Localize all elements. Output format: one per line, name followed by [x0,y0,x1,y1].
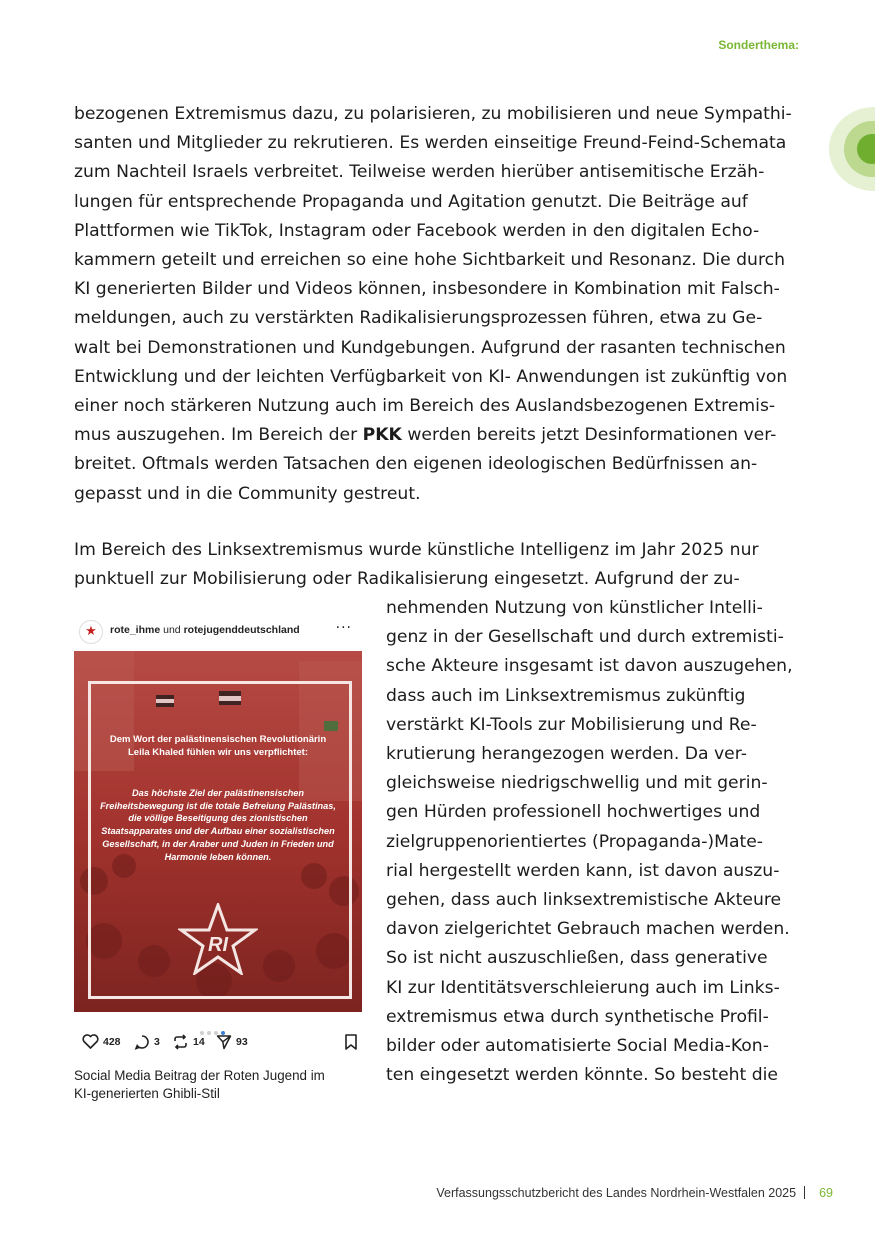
chapter-tab-marker [829,107,875,191]
share-action[interactable]: 93 [216,1034,248,1050]
text-line: breitet. Oftmals werden Tatsachen den eigenen ideologischen Bedürfnissen an- [74,454,758,475]
footer-divider [804,1186,805,1199]
text-line: lungen für entsprechende Propaganda und Agitation genutzt. Die Beiträge auf [74,191,748,212]
page-footer [436,1186,833,1200]
text-line: verstärkt KI-Tools zur Mobilisierung und Re- [386,714,757,735]
text-line: Entwicklung und der leichten Verfügbarkeit von KI- Anwendungen ist zukünftig von [74,366,788,387]
username-rote-ihme[interactable]: rote_ihme [110,624,161,636]
more-icon[interactable]: ··· [335,620,352,636]
text-line: meldungen, auch zu verstärkten Radikalisierungsprozessen führen, etwa zu Ge- [74,308,763,329]
text-line: extremismus etwa durch synthetische Profil- [386,1006,769,1027]
post-usernames: rote_ihme und rotejugenddeutschland [110,624,300,636]
text-line: KI zur Identitätsverschleierung auch im Links- [386,977,780,998]
page-number: 69 [819,1186,833,1200]
text-line: nehmenden Nutzung von künstlicher Intelli- [386,598,763,618]
text-line: ten eingesetzt werden könnte. So besteht die [386,1065,779,1086]
username-rotejugend[interactable]: rotejugenddeutschland [183,624,300,636]
svg-text:RI: RI [208,934,228,956]
text-line: davon zielgerichtet Gebrauch machen werden. [386,919,790,940]
avatar-icon[interactable]: ★ [79,620,103,644]
text-line: gepasst und in die Community gestreut. [74,483,421,504]
text-line: KI generierten Bilder und Videos können, insbesondere in Kombination mit Falsch- [74,279,780,300]
post-title: Dem Wort der palästinensischen Revolutionärin Leila Khaled fühlen wir uns verpflichtet: [109,734,327,758]
heart-icon [82,1034,99,1049]
text-line: bilder oder automatisierte Social Media-Kon- [386,1036,769,1057]
text-line: genz in der Gesellschaft und durch extremisti- [386,627,784,648]
comment-icon [134,1034,150,1050]
text-line: krutierung herangezogen werden. Da ver- [386,744,747,765]
text-line: mus auszugehen. Im Bereich der PKK werden bereits jetzt Desinformationen ver- [74,425,777,446]
post-quote: Das höchste Ziel der palästinensischen Freiheitsbewegung ist die totale Befreiung Palästinas, die völlige Beseitigung des zionistischen Staatsapparates und der Aufbau einer sozialistischen Gesellschaft, in der Araber und Juden in Frieden und Harmonie leben können. [100,788,336,862]
text-line: zum Nachteil Israels verbreitet. Teilweise werden hierüber antisemitische Erzäh- [74,162,765,183]
report-title: Verfassungsschutzbericht des Landes Nordrhein-Westfalen 2025 [436,1186,797,1200]
text-line: einer noch stärkeren Nutzung auch im Bereich des Auslandsbezogenen Extremis- [74,396,776,417]
post-image [74,651,362,1012]
repost-icon [172,1034,189,1050]
text-line: gleichsweise niedrigschwellig und mit gerin- [386,773,768,794]
bookmark-icon[interactable] [344,1034,358,1050]
repost-action[interactable]: 14 [172,1034,205,1050]
text-line: bezogenen Extremismus dazu, zu polarisieren, zu mobilisieren und neue Sympathi- [74,104,792,124]
text-line: kammern geteilt und erreichen so eine hohe Sichtbarkeit und Resonanz. Die durch [74,250,785,271]
text-line: So ist nicht auszuschließen, dass generative [386,948,768,969]
text-line: gehen, dass auch linksextremistische Akteure [386,890,782,911]
text-line: punktuell zur Mobilisierung oder Radikalisierung eingesetzt. Aufgrund der zu- [74,569,740,590]
figure-caption: Social Media Beitrag der Roten Jugend im KI-generierten Ghibli-Stil [74,1068,325,1101]
post-actions [82,1034,362,1054]
text-line: walt bei Demonstrationen und Kundgebungen. Aufgrund der rasanten technischen [74,337,786,358]
text-line: zielgruppenorientiertes (Propaganda-)Mate- [386,831,763,852]
send-icon [216,1034,232,1050]
text-line: sche Akteure insgesamt ist davon auszugehen, [386,656,793,677]
text-line: santen und Mitglieder zu rekrutieren. Es werden einseitige Freund-Feind-Schemata [74,133,787,154]
text-line: Im Bereich des Linksextremismus wurde künstliche Intelligenz im Jahr 2025 nur [74,540,759,560]
post-header [74,612,362,648]
text-line: gen Hürden professionell hochwertiges und [386,802,761,823]
paragraph-extremism [74,100,804,509]
text-line: rial hergestellt werden kann, ist davon auszu- [386,860,780,881]
social-media-post [74,612,362,1062]
paragraph-left-extremism-intro [74,536,804,594]
comment-action[interactable]: 3 [134,1034,160,1050]
section-label: Sonderthema: [718,38,799,52]
text-line: dass auch im Linksextremismus zukünftig [386,685,746,706]
star-logo-icon [178,903,258,975]
carousel-dots [200,1020,236,1026]
like-action[interactable]: 428 [82,1034,121,1049]
text-line: Plattformen wie TikTok, Instagram oder Facebook werden in den digitalen Echo- [74,220,760,241]
bold-term-pkk: PKK [362,425,402,446]
paragraph-left-extremism-column [386,594,806,1090]
